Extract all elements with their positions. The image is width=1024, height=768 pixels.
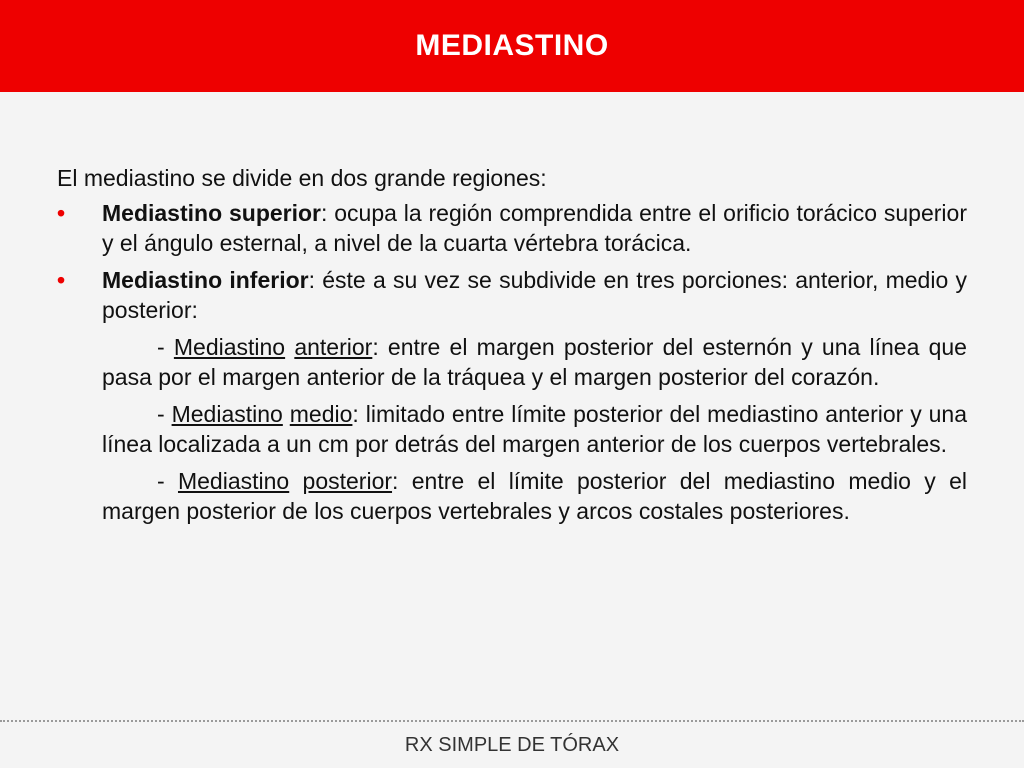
intro-text: El mediastino se divide en dos grande regiones: [57, 165, 547, 191]
subitem-dash: - [157, 334, 174, 360]
title-bar [0, 0, 1024, 92]
footer-title: RX SIMPLE DE TÓRAX [404, 734, 620, 756]
subitem-text: : entre el límite posterior del mediastino medio y el margen posterior de los cuerpos vertebrales y arcos costales posteriores. [102, 468, 967, 524]
bullet-text: : éste a su vez se subdivide en tres porciones: anterior, medio y posterior: [102, 267, 967, 323]
subitem-sep [289, 468, 302, 494]
subitem-anterior [102, 332, 967, 392]
subitem-text: : entre el margen posterior del esternón y una línea que pasa por el margen anterior de la tráquea y el margen posterior del corazón. [102, 334, 967, 390]
bullet-text: : ocupa la región comprendida entre el orificio torácico superior y el ángulo esternal, a nivel de la cuarta vértebra torácica. [102, 200, 967, 256]
subitem-sep [283, 401, 290, 427]
bullet-term: Mediastino inferior [102, 267, 309, 293]
footer-divider [0, 720, 1024, 722]
subitem-term: Mediastino [171, 401, 283, 427]
subitem-part: posterior [302, 468, 393, 494]
bullet-marker: • [57, 267, 66, 293]
subitem-medio [102, 399, 967, 459]
subitem-term: Mediastino [177, 468, 290, 494]
slide-content [57, 163, 967, 533]
subitem-dash: - [157, 401, 172, 427]
bullet-term: Mediastino superior [102, 200, 321, 226]
subitem-term: Mediastino [173, 334, 286, 360]
bullet-mediastino-inferior [57, 265, 967, 325]
bullet-mediastino-superior [57, 198, 967, 258]
subitem-posterior [102, 466, 967, 526]
subitem-part: anterior [294, 334, 373, 360]
slide-title: MEDIASTINO [415, 29, 609, 62]
subitem-text: : limitado entre límite posterior del mediastino anterior y una línea localizada a un cm por detrás del margen anterior de los cuerpos vertebrales. [102, 401, 968, 457]
subitem-dash: - [157, 468, 178, 494]
bullet-marker: • [57, 200, 66, 226]
subitem-sep [285, 334, 294, 360]
subitem-part: medio [289, 401, 353, 427]
